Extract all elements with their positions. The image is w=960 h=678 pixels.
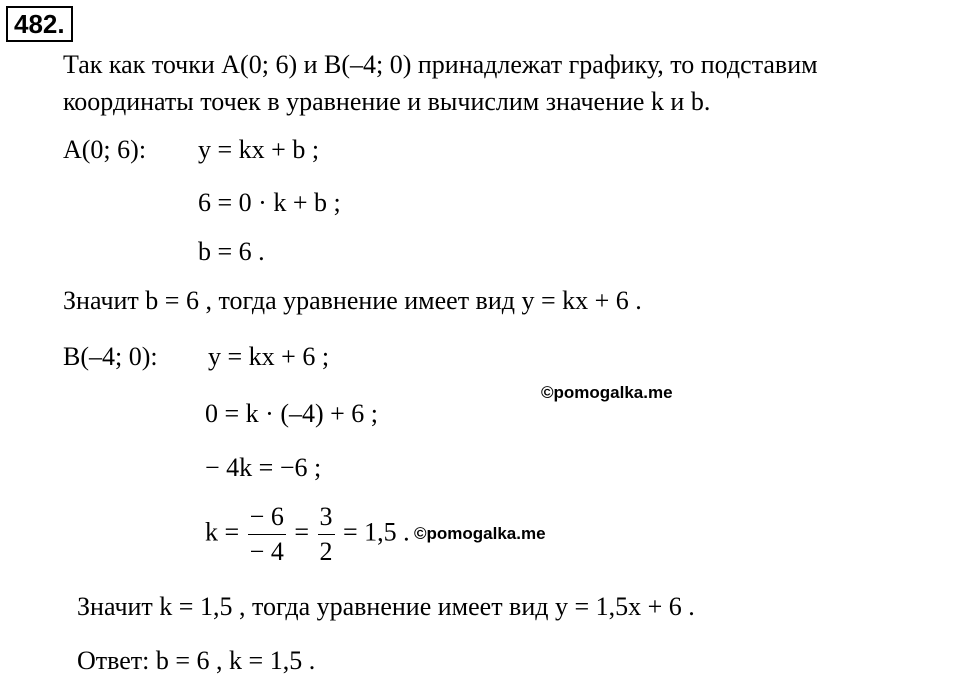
point-a-equation-1: y = kx + b ; bbox=[198, 135, 320, 164]
point-b-label: B(–4; 0): bbox=[63, 342, 158, 371]
fraction-3-over-2 bbox=[318, 500, 335, 569]
fraction-1-denominator: − 4 bbox=[249, 537, 284, 566]
fraction-neg6-over-neg4 bbox=[248, 500, 286, 569]
watermark: ©pomogalka.me bbox=[414, 524, 546, 543]
watermark: ©pomogalka.me bbox=[541, 383, 673, 402]
equals-sign: = bbox=[294, 517, 310, 547]
point-a-equation-2: 6 = 0 · k + b ; bbox=[198, 188, 341, 217]
answer: Ответ: b = 6 , k = 1,5 . bbox=[77, 646, 316, 675]
point-b-equation-4 bbox=[205, 500, 410, 569]
fraction-2-denominator: 2 bbox=[319, 537, 333, 566]
fraction-2-numerator: 3 bbox=[318, 500, 335, 535]
intro-line-1: Так как точки A(0; 6) и B(–4; 0) принадлежат графику, то подставим bbox=[63, 50, 818, 79]
point-b-equation-3: − 4k = −6 ; bbox=[205, 453, 322, 482]
point-a-equation-3: b = 6 . bbox=[198, 237, 265, 266]
eq4-prefix: k = bbox=[205, 517, 240, 547]
problem-number: 482. bbox=[6, 6, 73, 42]
conclusion-b: Значит b = 6 , тогда уравнение имеет вид y = kx + 6 . bbox=[63, 286, 642, 315]
eq4-suffix: = 1,5 . bbox=[343, 517, 410, 547]
point-b-equation-1: y = kx + 6 ; bbox=[208, 342, 330, 371]
point-a-label: A(0; 6): bbox=[63, 135, 147, 164]
point-b-equation-2: 0 = k · (–4) + 6 ; bbox=[205, 399, 379, 428]
intro-line-2: координаты точек в уравнение и вычислим значение k и b. bbox=[63, 87, 711, 116]
fraction-1-numerator: − 6 bbox=[248, 500, 286, 535]
conclusion-k: Значит k = 1,5 , тогда уравнение имеет вид y = 1,5x + 6 . bbox=[77, 592, 695, 621]
